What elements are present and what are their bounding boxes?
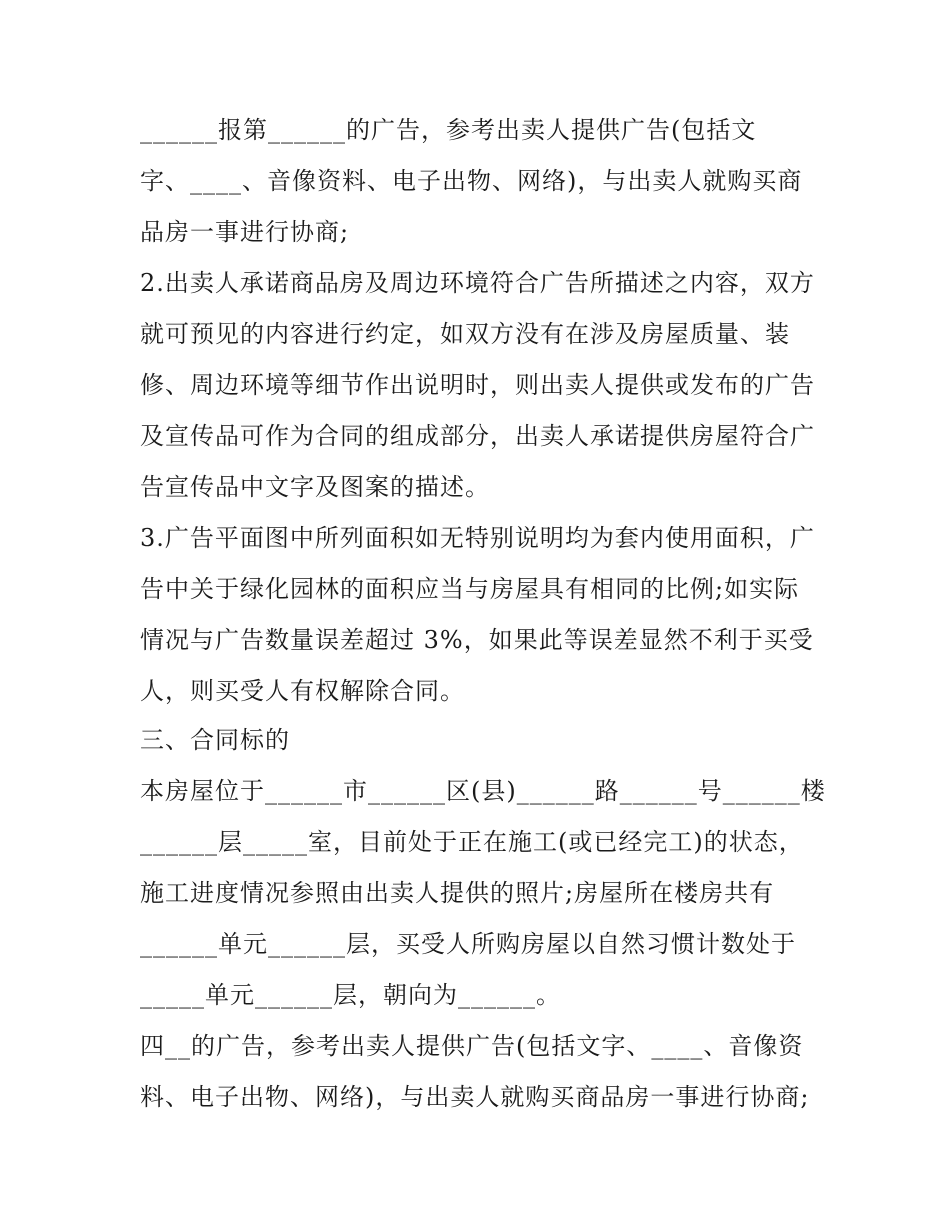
text-line: 告中关于绿化园林的面积应当与房屋具有相同的比例;如实际 — [140, 575, 800, 603]
text-line: 品房一事进行协商; — [140, 218, 350, 246]
text-line: 及宣传品可作为合同的组成部分，出卖人承诺提供房屋符合广 — [140, 422, 815, 450]
section-heading: 三、合同标的 — [140, 726, 290, 754]
text-line: 告宣传品中文字及图案的描述。 — [140, 473, 490, 501]
text-line: 字、____、音像资料、电子出物、网络)，与出卖人就购买商 — [140, 167, 803, 195]
text-line: ______报第______的广告，参考出卖人提供广告(包括文 — [140, 116, 757, 144]
text-line: 情况与广告数量误差超过 3%，如果此等误差显然不利于买受 — [140, 626, 814, 654]
text-line: 四__的广告，参考出卖人提供广告(包括文字、____、音像资 — [140, 1032, 804, 1060]
text-line: 人，则买受人有权解除合同。 — [140, 677, 465, 705]
text-line: ______单元______层，买受人所购房屋以自然习惯计数处于 — [140, 930, 796, 958]
text-line: 3.广告平面图中所列面积如无特别说明均为套内使用面积，广 — [140, 524, 815, 552]
text-line: 施工进度情况参照由出卖人提供的照片;房屋所在楼房共有 — [140, 879, 775, 907]
text-line: 本房屋位于______市______区(县)______路______号______楼 — [140, 777, 826, 805]
text-line: 修、周边环境等细节作出说明时，则出卖人提供或发布的广告 — [140, 371, 815, 399]
text-line: 2.出卖人承诺商品房及周边环境符合广告所描述之内容，双方 — [140, 269, 815, 297]
text-line: 料、电子出物、网络)，与出卖人就购买商品房一事进行协商; — [140, 1083, 810, 1111]
text-line: ______层_____室，目前处于正在施工(或已经完工)的状态， — [140, 828, 804, 856]
text-line: _____单元______层，朝向为______。 — [140, 981, 561, 1009]
text-line: 就可预见的内容进行约定，如双方没有在涉及房屋质量、装 — [140, 320, 790, 348]
